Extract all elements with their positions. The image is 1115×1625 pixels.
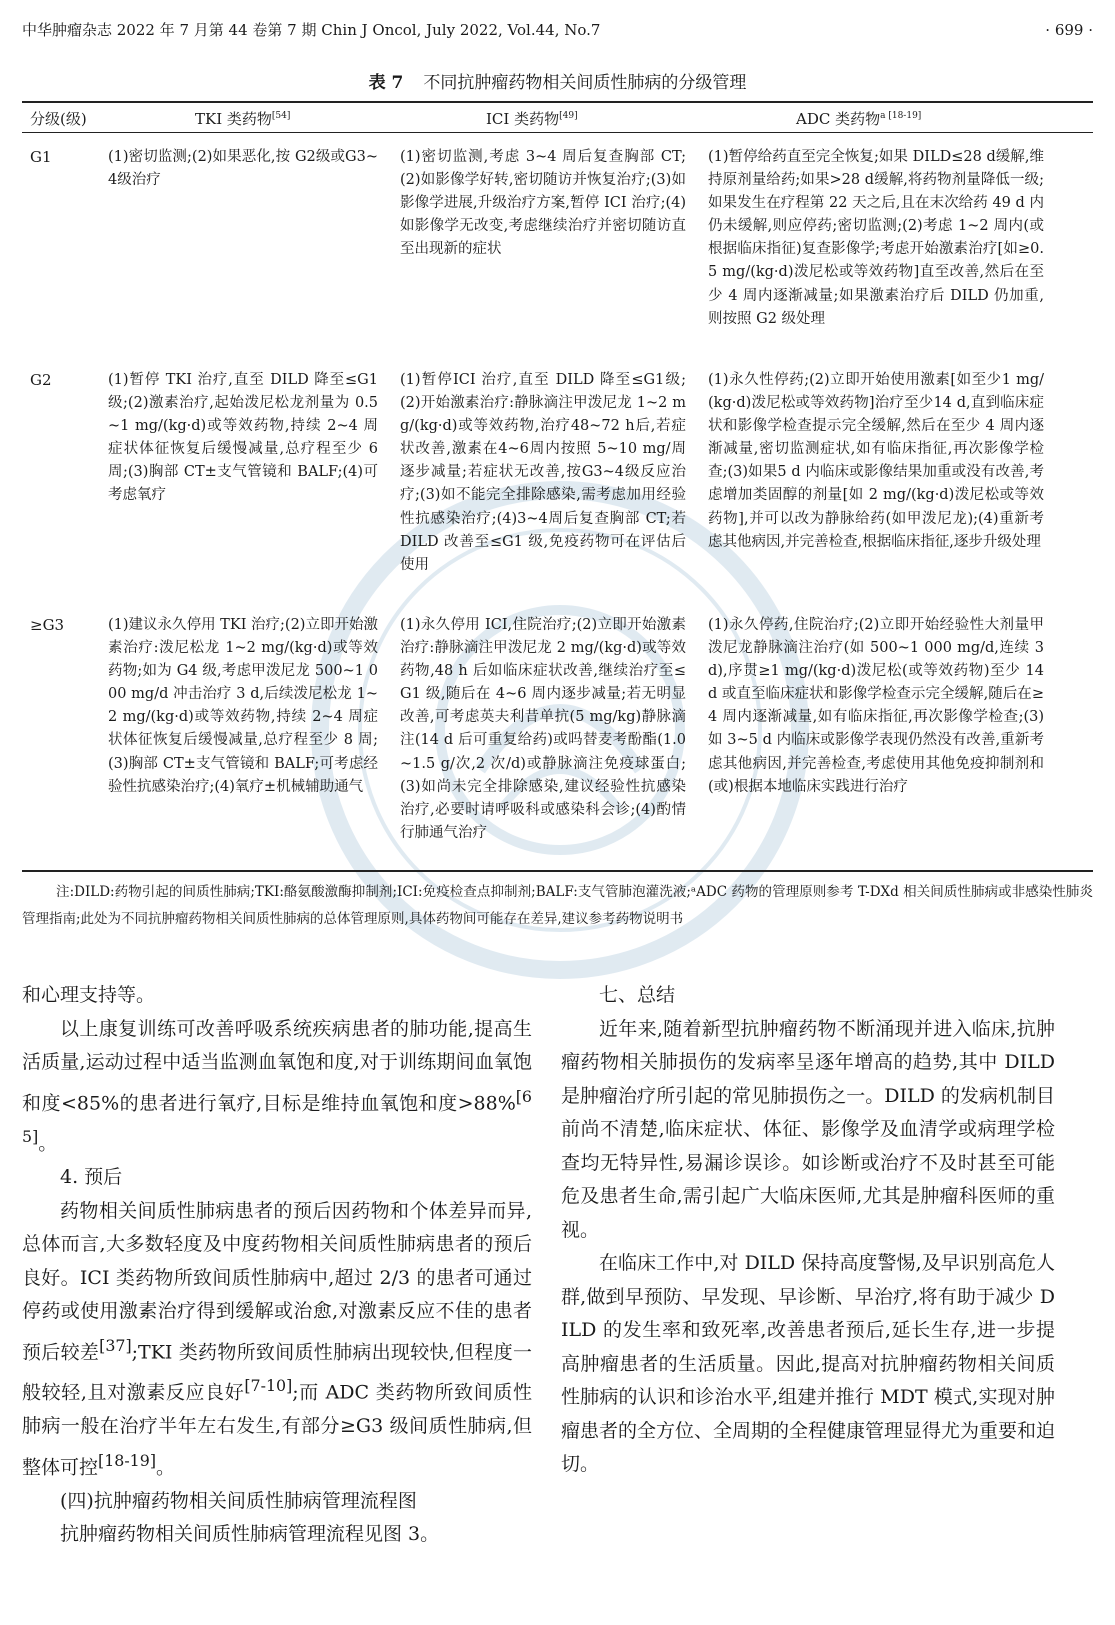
cell-g2-ici: (1)暂停ICI 治疗,直至 DILD 降至≤G1级;(2)开始激素治疗:静脉滴注甲泼尼龙 1~2 mg/(kg·d)或等效药物,治疗48~72 h后,若症状改善,激素在4~6周内按照 5~10 mg/周逐步减量;若症状无改善,按G3~4级反应治疗;(3)如不能完全排除感染,需考虑加用经验性抗感染治疗;(4)3~4周后复查胸部 CT;若 DILD 改善至≤G1 级,免疫药物可在评估后使用	[400, 372, 686, 573]
body-column-left	[22, 979, 532, 1552]
paragraph-rehab-summary: 以上康复训练可改善呼吸系统疾病患者的肺功能,提高生活质量,运动过程中适当监测血氧饱和度,对于训练期间血氧饱和度<85%的患者进行氧疗,目标是维持血氧饱和度>88%[65]。	[22, 1017, 532, 1155]
body-column-right	[561, 979, 1055, 1482]
table-footnote: 注:DILD:药物引起的间质性肺病;TKI:酪氨酸激酶抑制剂;ICI:免疫检查点抑制剂;BALF:支气管肺泡灌洗液;ᵃADC 药物的管理原则参考 T-DXd 相关间质性肺病或非感染性肺炎管理指南;此处为不同抗肿瘤药物相关间质性肺病的总体管理原则,具体药物间可能存在差异,建议参考药物说明书	[22, 884, 1093, 927]
section-heading-prognosis: 4. 预后	[60, 1166, 123, 1189]
paragraph-continuation: 和心理支持等。	[22, 984, 156, 1006]
paragraph-summary-1: 近年来,随着新型抗肿瘤药物不断涌现并进入临床,抗肿瘤药物相关肺损伤的发病率呈逐年增高的趋势,其中 DILD 是肿瘤治疗所引起的常见肺损伤之一。DILD 的发病机制目前尚不清楚,临床症状、体征、影像学及血清学或病理学检查均无特异性,易漏诊误诊。如诊断或治疗不及时甚至可能危及患者生命,需引起广大临床医师,尤其是肿瘤科医师的重视。	[561, 1017, 1055, 1241]
cell-g3-adc: (1)永久停药,住院治疗;(2)立即开始经验性大剂量甲泼尼龙静脉滴注治疗(如 500~1 000 mg/d,连续 3 d),序贯≥1 mg/(kg·d)泼尼松(或等效药物)至少 14 d 或直至临床症状和影像学检查示完全缓解,随后在≥4 周内逐渐减量,如有临床指征,再次影像学检查;(3)如 3~5 d 内临床或影像学表现仍然没有改善,重新考虑其他病因,并完善检查,考虑使用其他免疫抑制剂和(或)根据本地临床实践进行治疗	[708, 617, 1044, 795]
paragraph-summary-2: 在临床工作中,对 DILD 保持高度警惕,及早识别高危人群,做到早预防、早发现、早诊断、早治疗,将有助于减少 DILD 的发生率和致死率,改善患者预后,延长生存,进一步提高肿瘤患者的生活质量。因此,提高对抗肿瘤药物相关间质性肺病的认识和诊治水平,组建并推行 MDT 模式,实现对肿瘤患者的全方位、全周期的全程健康管理显得尤为重要和迫切。	[561, 1252, 1056, 1475]
row-grade-g2: G2	[30, 371, 52, 389]
table-caption	[0, 70, 1115, 96]
table-header-rule	[22, 132, 1093, 133]
cell-g1-ici: (1)密切监测,考虑 3~4 周后复查胸部 CT;(2)如影像学好转,密切随访并恢复治疗;(3)如影像学进展,升级治疗方案,暂停 ICI 治疗;(4)如影像学无改变,考虑继续治疗并密切随访直至出现新的症状	[400, 149, 686, 258]
section-heading-flowchart: (四)抗肿瘤药物相关间质性肺病管理流程图	[60, 1489, 417, 1512]
cell-g1-adc: (1)暂停给药直至完全恢复;如果 DILD≤28 d缓解,维持原剂量给药;如果>28 d缓解,将药物剂量降低一级;如果发生在疗程第 22 天之后,且在末次给药 49 d 内仍未缓解,则应停药;密切监测;(2)考虑 1~2 周内(或根据临床指征)复查影像学;考虑开始激素治疗[如≥0.5 mg/(kg·d)泼尼松或等效药物]直至改善,然后在至少 4 周内逐渐减量;如果激素治疗后 DILD 仍加重,则按照 G2 级处理	[708, 149, 1044, 327]
journal-citation: 中华肿瘤杂志 2022 年 7 月第 44 卷第 7 期 Chin J Oncol, July 2022, Vol.44, No.7	[22, 21, 601, 39]
cell-g3-tki: (1)建议永久停用 TKI 治疗;(2)立即开始激素治疗:泼尼松龙 1~2 mg/(kg·d)或等效药物;如为 G4 级,考虑甲泼尼龙 500~1 000 mg/d 冲击治疗 3 d,后续泼尼松龙 1~2 mg/(kg·d)或等效药物,持续 2~4 周症状体征恢复后缓慢减量,总疗程至少 8 周;(3)胸部 CT±支气管镜和 BALF;可考虑经验性抗感染治疗;(4)氧疗±机械辅助通气	[108, 617, 378, 795]
table-bottom-rule	[22, 870, 1093, 872]
running-header	[22, 18, 1093, 42]
page-number: · 699 ·	[1045, 21, 1093, 39]
column-header-ici: ICI 类药物[49]	[486, 110, 578, 128]
row-grade-g1: G1	[30, 148, 52, 166]
table-top-rule	[22, 101, 1093, 103]
row-grade-g3: ≥G3	[30, 616, 65, 634]
cell-g3-ici: (1)永久停用 ICI,住院治疗;(2)立即开始激素治疗:静脉滴注甲泼尼龙 2 mg/(kg·d)或等效药物,48 h 后如临床症状改善,继续治疗至≤G1 级,随后在 4~6 周内逐步减量;若无明显改善,可考虑英夫利昔单抗(5 mg/kg)静脉滴注(14 d 后可重复给药)或吗替麦考酚酯(1.0~1.5 g/次,2 次/d)或静脉滴注免疫球蛋白;(3)如尚未完全排除感染,建议经验性抗感染治疗,必要时请呼吸科或感染科会诊;(4)酌情行肺通气治疗	[400, 617, 686, 841]
table-title: 不同抗肿瘤药物相关间质性肺病的分级管理	[423, 73, 747, 93]
cell-g2-tki: (1)暂停 TKI 治疗,直至 DILD 降至≤G1级;(2)激素治疗,起始泼尼松龙剂量为 0.5~1 mg/(kg·d)或等效药物,持续 2~4 周症状体征恢复后缓慢减量,总疗程至少 6 周;(3)胸部 CT±支气管镜和 BALF;(4)可考虑氧疗	[108, 372, 378, 504]
cell-g2-adc: (1)永久性停药;(2)立即开始使用激素[如至少1 mg/(kg·d)泼尼松或等效药物]治疗至少14 d,直到临床症状和影像学检查提示完全缓解,然后在至少 4 周内逐渐减量,密切监测症状,如有临床指征,再次影像学检查;(3)如果5 d 内临床或影像结果加重或没有改善,考虑增加类固醇的剂量[如 2 mg/(kg·d)泼尼松或等效药物],并可以改为静脉给药(如甲泼尼龙);(4)重新考虑其他病因,并完善检查,根据临床指征,逐步升级处理	[708, 372, 1044, 550]
column-header-grade: 分级(级)	[30, 110, 87, 128]
table-number: 表 7	[368, 73, 404, 93]
paragraph-prognosis: 药物相关间质性肺病患者的预后因药物和个体差异而异,总体而言,大多数轻度及中度药物相关间质性肺病患者的预后良好。ICI 类药物所致间质性肺病中,超过 2/3 的患者可通过停药或使用激素治疗得到缓解或治愈,对激素反应不佳的患者预后较差[37];TKI 类药物所致间质性肺病出现较快,但程度一般较轻,且对激素反应良好[7-10];而 ADC 类药物所致间质性肺病一般在治疗半年左右发生,有部分≥G3 级间质性肺病,但整体可控[18-19]。	[22, 1199, 532, 1479]
column-header-tki: TKI 类药物[54]	[195, 110, 291, 128]
cell-g1-tki: (1)密切监测;(2)如果恶化,按 G2级或G3~4级治疗	[108, 149, 378, 189]
paragraph-flowchart-ref: 抗肿瘤药物相关间质性肺病管理流程见图 3。	[60, 1523, 440, 1546]
section-heading-summary: 七、总结	[599, 984, 676, 1006]
column-header-adc: ADC 类药物$^{a [18-19]}$	[796, 110, 922, 128]
